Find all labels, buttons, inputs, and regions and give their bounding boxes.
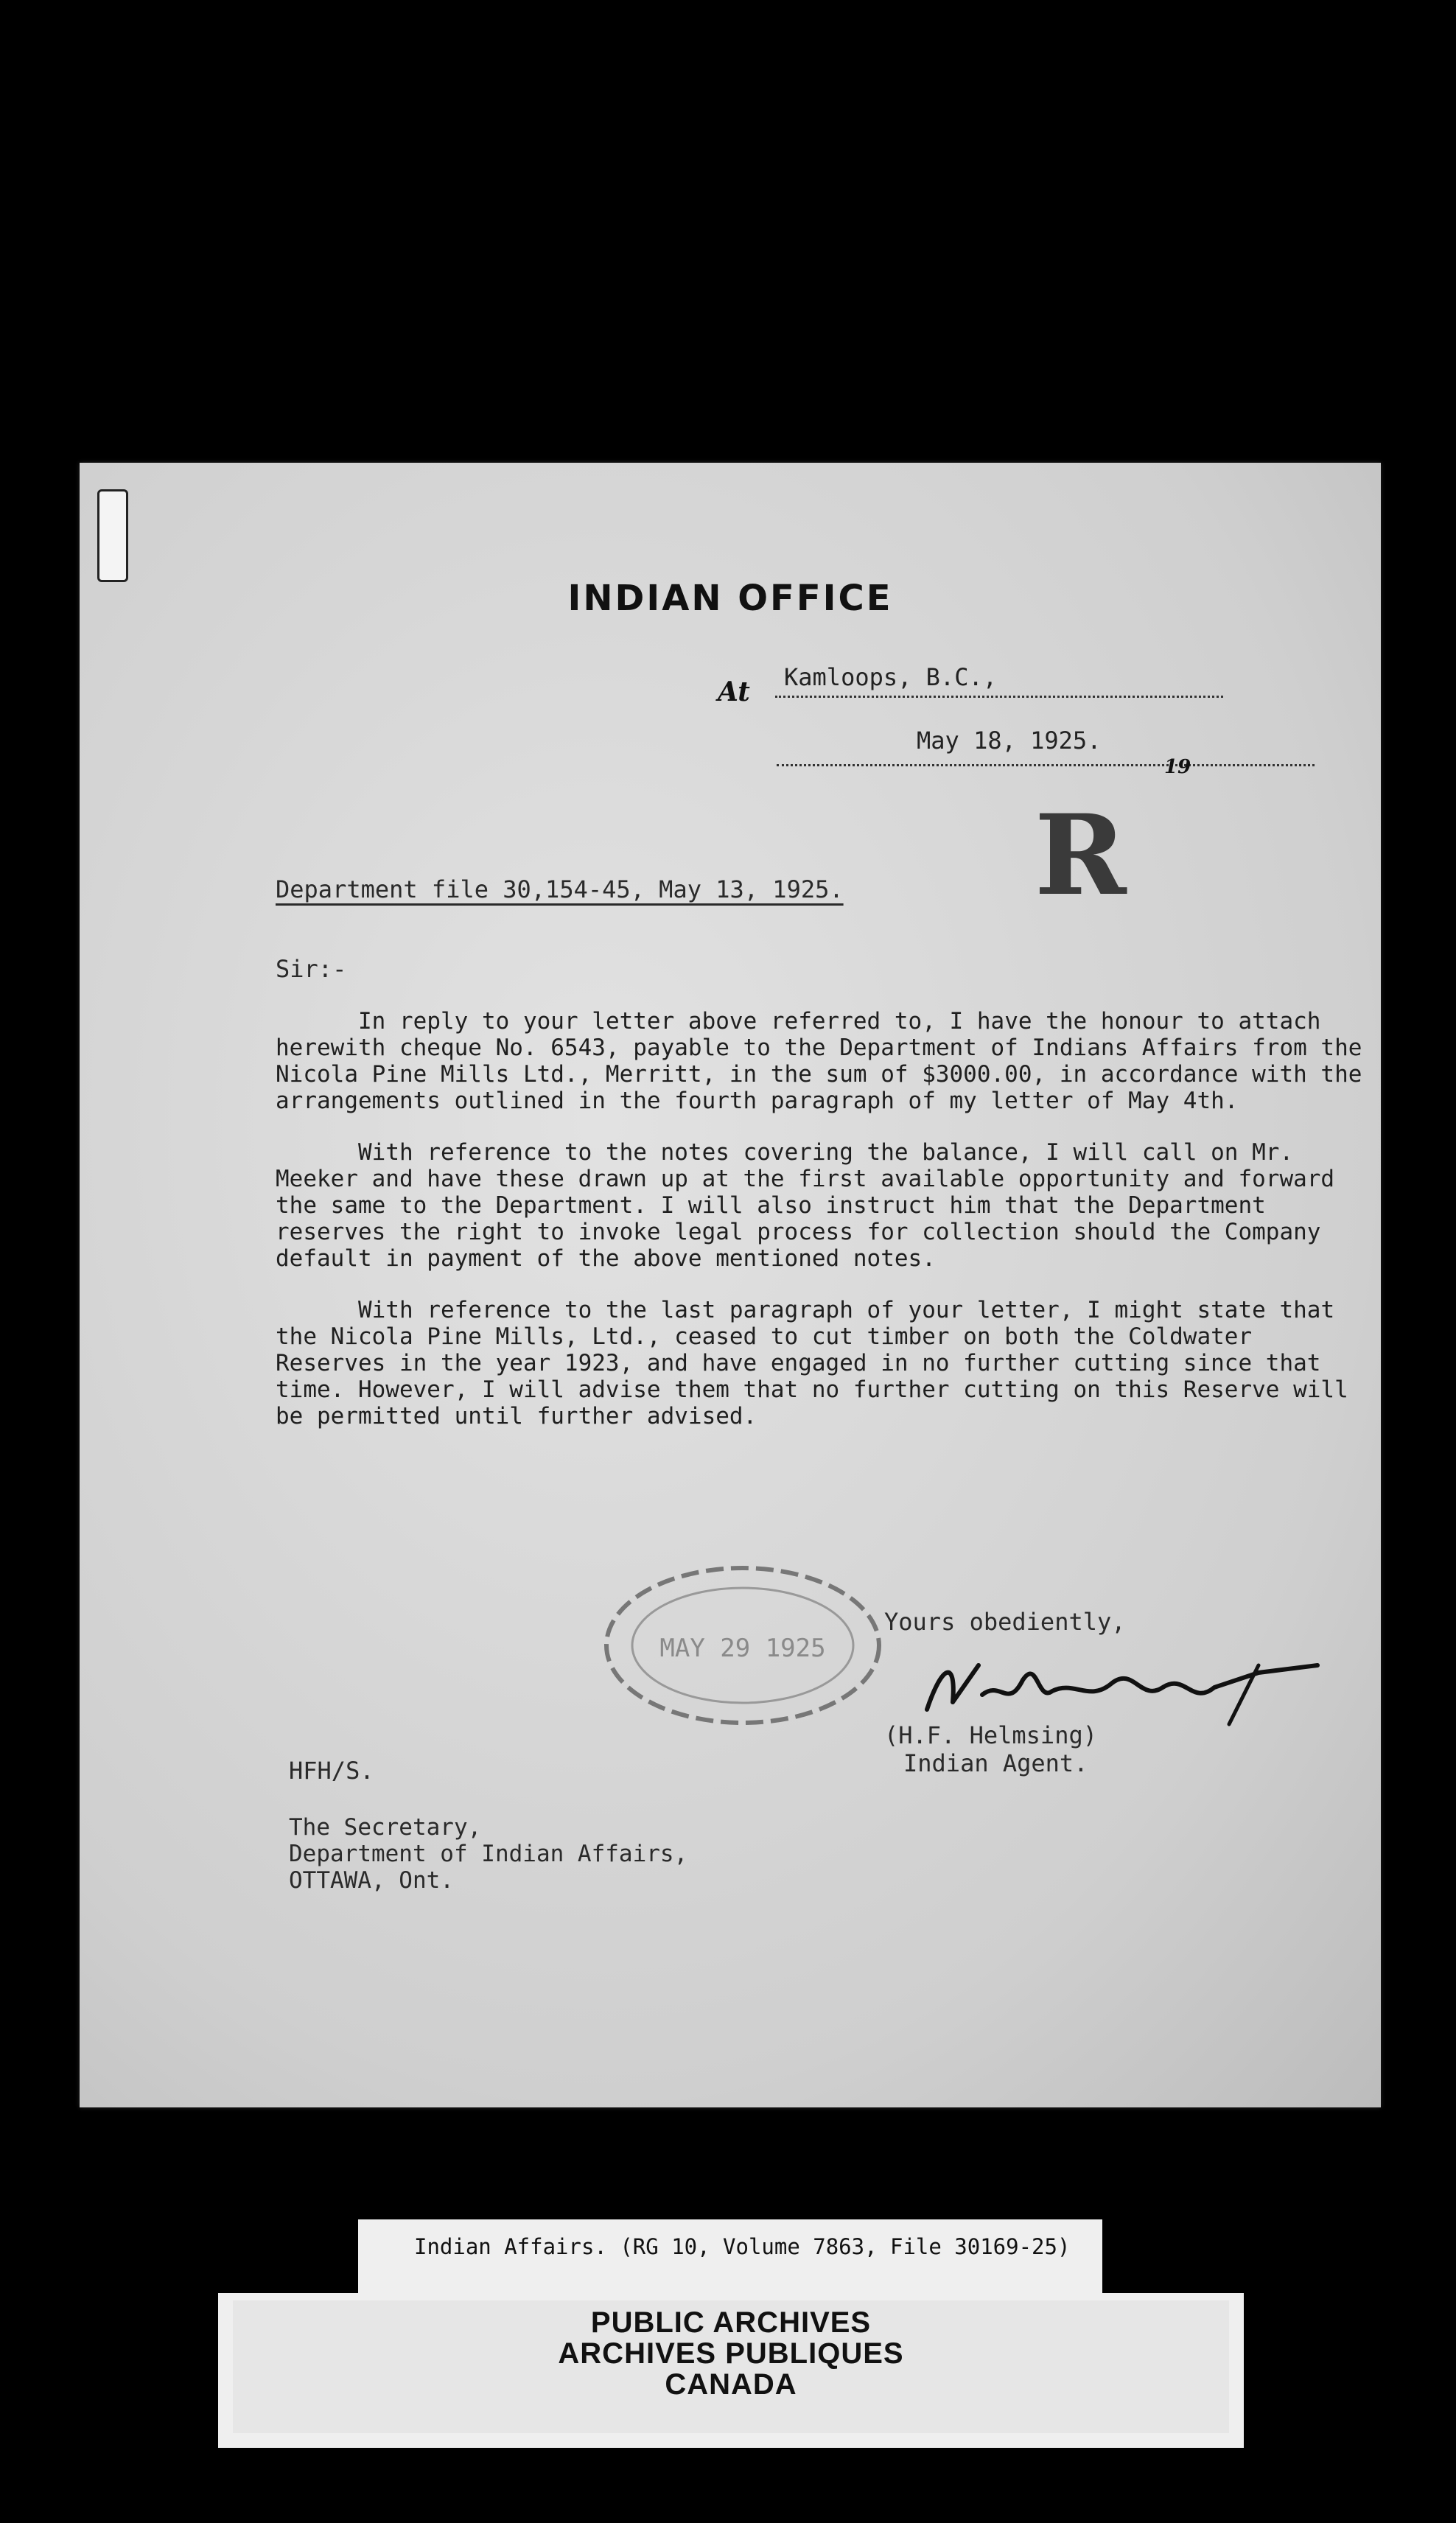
location-field: Kamloops, B.C., [775,663,1223,698]
archive-reference: Indian Affairs. (RG 10, Volume 7863, File 30169-25) [414,2234,1071,2259]
date-field: May 18, 1925. [777,727,1315,766]
signatory-title: Indian Agent. [903,1749,1088,1777]
department-reference: Department file 30,154-45, May 13, 1925. [276,875,844,903]
paragraph: With reference to the notes covering the balance, I will call on Mr. Meeker and have these drawn up at the first available opportunity and forward the same to the Department. I will also instruct him that the Department reserves the right to invoke legal process for collection should the Company default in payment of the above mentioned notes. [276,1139,1335,1272]
typist-initials: HFH/S. [289,1757,374,1785]
received-stamp-date: MAY 29 1925 [659,1634,826,1663]
address-line: The Secretary, [289,1814,482,1841]
archive-label [218,2219,1244,2448]
recipient-address [289,1814,687,1894]
date-year-prefix: 19 [1164,756,1191,778]
letterhead: INDIAN OFFICE [567,578,893,619]
closing: Yours obediently, [884,1608,1126,1636]
signature [912,1651,1325,1732]
received-stamp [595,1553,890,1738]
letter-page [80,463,1381,2107]
paragraph: With reference to the last paragraph of your letter, I might state that the Nicola Pine Mills, Ltd., ceased to cut timber on both the Coldwater Reserves in the year 1923, and have engaged in no further cutting since that time. However, I will advise them that no further cutting on this Reserve will be permitted until further advised. [276,1297,1348,1430]
salutation: Sir:- [276,955,347,983]
address-line: OTTAWA, Ont. [289,1867,454,1894]
archive-country: CANADA [665,2368,797,2401]
address-line: Department of Indian Affairs, [289,1841,688,1867]
registry-stamp-letter: R [1035,791,1127,920]
archive-name-en: PUBLIC ARCHIVES [590,2306,872,2339]
archive-name-fr: ARCHIVES PUBLIQUES [558,2337,904,2370]
paper-clip [97,489,128,582]
signatory-name: (H.F. Helmsing) [884,1721,1097,1749]
at-label: At [718,676,750,707]
paragraph: In reply to your letter above referred to, I have the honour to attach herewith cheque No. 6543, payable to the Department of Indians Affairs from the Nicola Pine Mills Ltd., Merritt, in the sum of $3000.00, in accordance with the arrangements outlined in the fourth paragraph of my letter of May 4th. [276,1008,1362,1114]
letter-body [276,1008,1366,1455]
